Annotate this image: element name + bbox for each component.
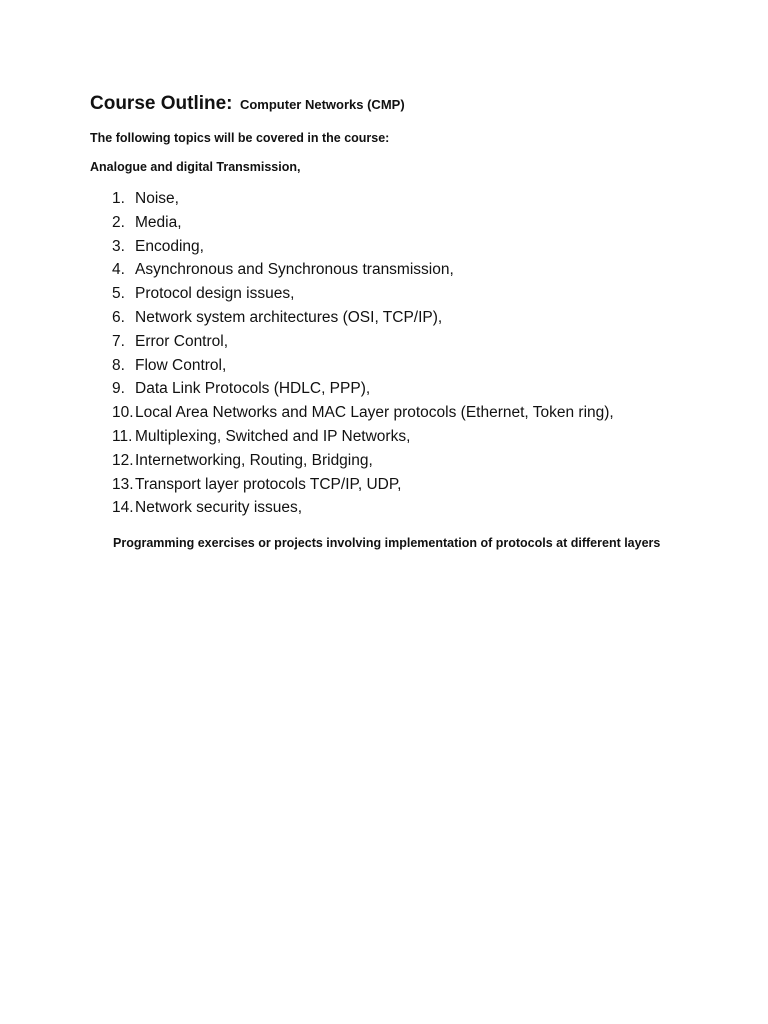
list-item-number: 12. bbox=[112, 451, 134, 469]
list-item-number: 13. bbox=[112, 475, 134, 493]
list-item bbox=[112, 357, 614, 381]
intro-text: The following topics will be covered in the course: bbox=[90, 131, 390, 145]
list-item-text: Protocol design issues, bbox=[135, 285, 295, 303]
list-item-number: 3. bbox=[112, 237, 125, 255]
list-item-number: 11. bbox=[112, 427, 133, 445]
list-item bbox=[112, 309, 614, 333]
footer-note: Programming exercises or projects involving implementation of protocols at different layers bbox=[113, 536, 661, 550]
list-item bbox=[112, 261, 614, 285]
list-item-text: Asynchronous and Synchronous transmission, bbox=[135, 261, 454, 279]
list-item bbox=[112, 476, 614, 500]
list-item bbox=[112, 214, 614, 238]
list-item-number: 6. bbox=[112, 308, 125, 326]
list-item-text: Network system architectures (OSI, TCP/IP), bbox=[135, 308, 443, 326]
list-item-number: 10. bbox=[112, 404, 134, 422]
list-item-number: 1. bbox=[112, 190, 125, 207]
list-item bbox=[112, 499, 614, 523]
list-item bbox=[112, 404, 614, 428]
list-item-number: 8. bbox=[112, 356, 125, 374]
list-item-text: Encoding, bbox=[135, 237, 204, 255]
list-item-number: 4. bbox=[112, 261, 125, 279]
list-item-text: Network security issues, bbox=[135, 499, 303, 517]
list-item-text: Transport layer protocols TCP/IP, UDP, bbox=[135, 475, 402, 493]
list-item-text: Noise, bbox=[135, 190, 179, 207]
list-item bbox=[112, 238, 614, 262]
list-item-text: Media, bbox=[135, 213, 182, 231]
title-main: Course Outline: bbox=[90, 93, 233, 114]
list-item-number: 2. bbox=[112, 213, 125, 231]
list-item bbox=[112, 380, 614, 404]
list-item-number: 14. bbox=[112, 499, 134, 517]
list-item-number: 7. bbox=[112, 332, 125, 350]
list-item bbox=[112, 452, 614, 476]
title-subject: Computer Networks (CMP) bbox=[239, 97, 405, 112]
list-item-text: Data Link Protocols (HDLC, PPP), bbox=[135, 380, 371, 398]
page-title bbox=[90, 93, 405, 115]
list-item-number: 9. bbox=[112, 380, 125, 398]
list-item-text: Error Control, bbox=[135, 332, 229, 350]
topic-list bbox=[112, 190, 614, 523]
list-item-number: 5. bbox=[112, 285, 125, 303]
list-item bbox=[112, 190, 614, 214]
list-item bbox=[112, 428, 614, 452]
section-heading: Analogue and digital Transmission, bbox=[90, 160, 301, 174]
list-item-text: Internetworking, Routing, Bridging, bbox=[135, 451, 373, 469]
list-item-text: Local Area Networks and MAC Layer protocols (Ethernet, Token ring), bbox=[135, 404, 614, 422]
list-item-text: Flow Control, bbox=[135, 356, 227, 374]
list-item bbox=[112, 285, 614, 309]
list-item bbox=[112, 333, 614, 357]
list-item-text: Multiplexing, Switched and IP Networks, bbox=[135, 427, 411, 445]
